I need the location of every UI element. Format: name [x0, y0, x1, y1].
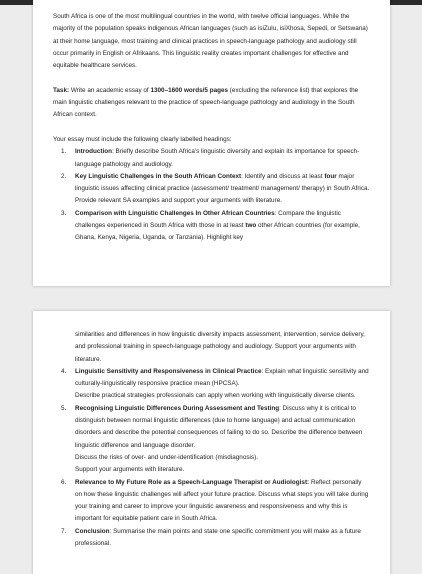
item-body	[75, 477, 370, 526]
task-text-pre: Write an academic essay of	[69, 86, 151, 94]
item-emphasis: two	[245, 222, 257, 230]
item-text: Support your arguments with literature.	[75, 466, 185, 474]
list-item	[61, 477, 370, 526]
item-number: 1.	[61, 148, 67, 156]
item-text: Discuss the risks of over- and under-identification (misdiagnosis).	[75, 453, 258, 461]
task-text-post: (excluding the reference list) that explores the main linguistic challenges relevant to the practice of speech-language pathology and audiology in the South African context.	[53, 86, 359, 119]
item-text: : Summarise the main points and state one specific commitment you will make as a future professional.	[75, 527, 361, 548]
list-item	[61, 208, 370, 245]
list-item	[61, 403, 370, 477]
item-text: : Briefly describe South Africa's linguistic diversity and explain its importance for speech-language pathology and audiology.	[75, 148, 360, 168]
item-number: 3.	[61, 209, 67, 217]
task-length: 1300–1600 words/5 pages	[150, 86, 229, 94]
item-title: Linguistic Sensitivity and Responsiveness in Clinical Practice	[75, 367, 262, 375]
item-text: Describe practical strategies professionals can apply when working with linguistically diverse clients.	[75, 392, 356, 400]
item-body	[75, 403, 370, 477]
item-title: Recognising Linguistic Differences During Assessment and Testing	[75, 404, 280, 412]
item-title: Comparison with Linguistic Challenges In Other African Countries	[75, 209, 275, 217]
item-text: : Discuss why it is critical to distinguish between normal linguistic differences (due to home language) and actual communication disorders and describe the potential consequences of failing to do so. Describe the difference between linguistic difference and language disorder.	[75, 404, 363, 449]
item-title: Conclusion	[75, 527, 110, 535]
heading-list	[61, 146, 370, 244]
item-number: 5.	[61, 404, 67, 412]
list-item	[61, 146, 370, 171]
item-text: : Compare the linguistic challenges experienced in South Africa with those in at least	[75, 209, 341, 230]
item-number: 2.	[61, 172, 67, 180]
task-label: Task:	[53, 86, 70, 94]
item-title: Introduction	[75, 148, 112, 156]
item-body	[75, 171, 370, 208]
item-text: : Identify and discuss at least	[241, 172, 325, 180]
item-body	[75, 366, 370, 403]
item-body	[75, 526, 370, 551]
item-title: Relevance to My Future Role as a Speech-Language Therapist or Audiologist:	[75, 478, 310, 486]
headings-intro: Your essay must include the following clearly labelled headings:	[53, 135, 232, 143]
task-paragraph	[53, 85, 370, 122]
list-item	[61, 366, 370, 403]
item-number: 4.	[61, 367, 67, 375]
list-item	[61, 526, 370, 551]
heading-list-continued	[61, 366, 370, 550]
item-number: 7.	[61, 527, 67, 535]
item-text: other African countries (for example, Ghana, Kenya, Nigeria, Uganda, or Tanzania). Highlight key	[75, 222, 360, 242]
document-page-2	[33, 311, 390, 574]
item-title: Key Linguistic Challenges in the South African Context	[75, 172, 242, 180]
item-emphasis: four	[324, 172, 337, 180]
intro-paragraph: South Africa is one of the most multilingual countries in the world, with twelve official languages. While the majority of the population speaks indigenous African languages (such as isiZulu, isiXhosa, Sepedi, or Setswana) at their home language, most training and clinical practices in speech-language pathology and audiology still occur primarily in English or Afrikaans. This linguistic reality creates important challenges for effective and equitable healthcare services.	[53, 13, 368, 70]
list-item	[61, 171, 370, 208]
item-text: Reflect personally on how these linguistic challenges will affect your future practice. Discuss what steps you will take during your training and career to improve your linguistic awareness and responsiveness and why this is important for equitable patient care in South Africa.	[75, 478, 369, 523]
item-3-continuation: similarities and differences in how linguistic diversity impacts assessment, intervention, service delivery, and professional training in speech-language pathology and audiology. Support your arguments with literature.	[75, 331, 365, 363]
item-text: major linguistic issues affecting clinical practice (assessment/ treatment/ management/ therapy) in South Africa. Provide relevant SA examples and support your arguments with literature.	[75, 172, 370, 205]
item-number: 6.	[61, 478, 67, 486]
item-body	[75, 208, 370, 245]
item-body	[75, 146, 370, 171]
document-page-1	[33, 0, 390, 286]
item-text: : Explain what linguistic sensitivity and culturally-linguistically responsive practice mean (HPCSA).	[75, 367, 369, 388]
